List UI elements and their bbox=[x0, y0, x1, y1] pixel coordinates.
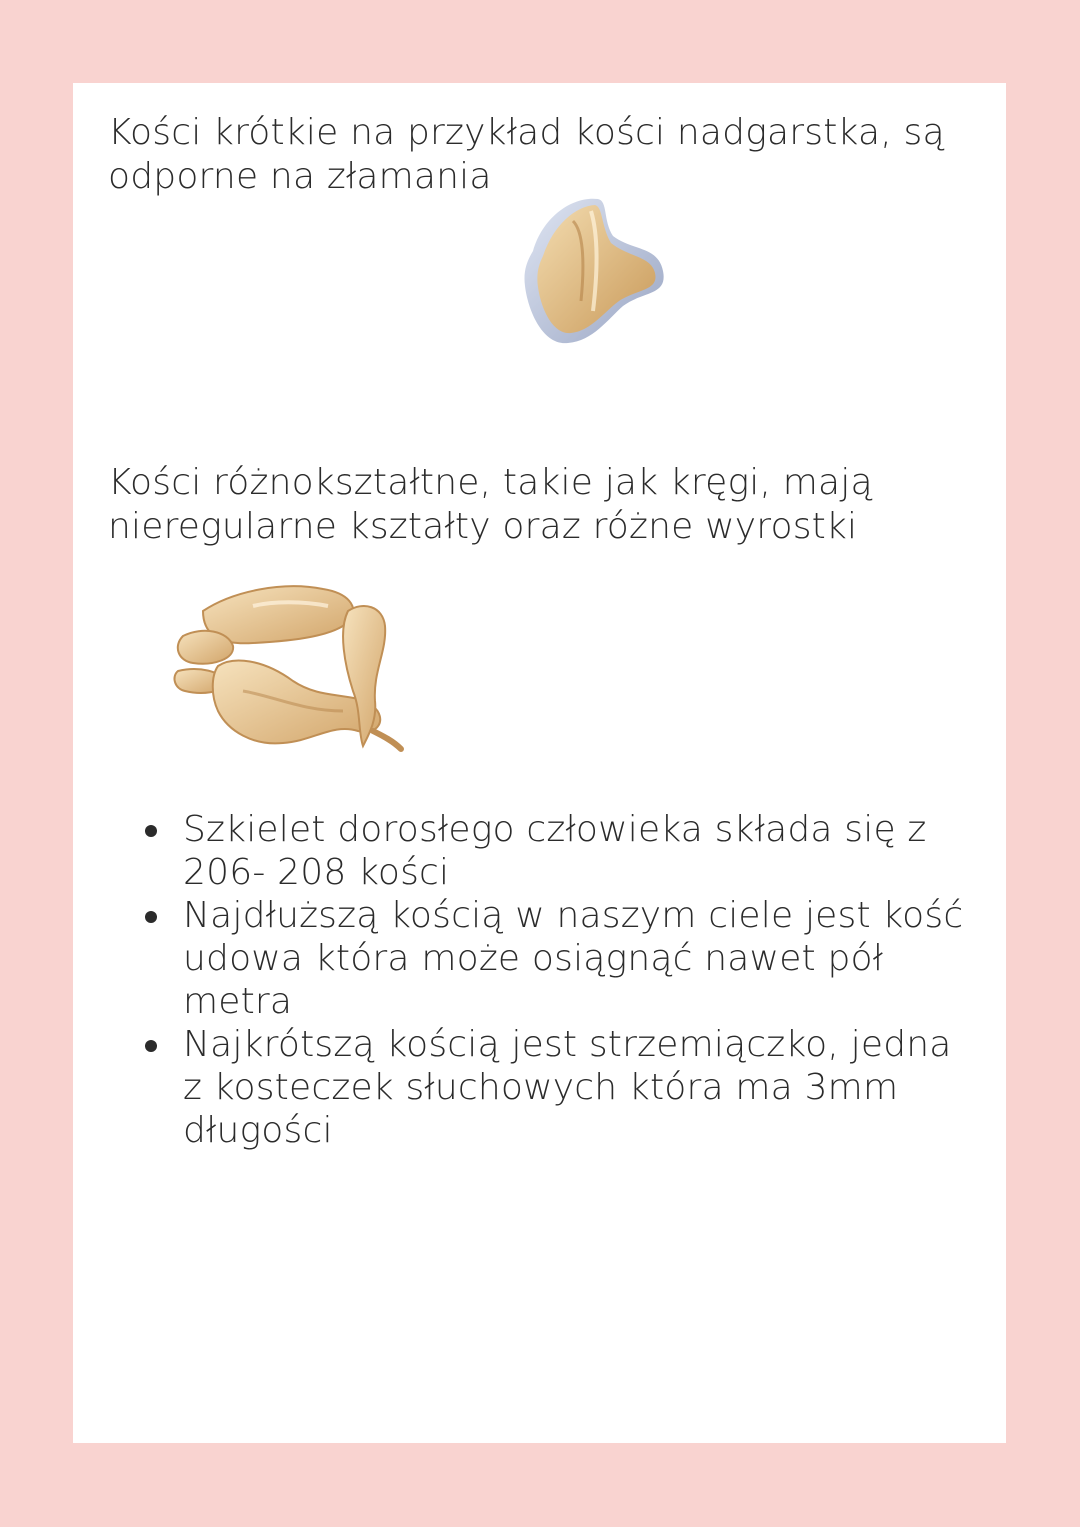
paragraph-short-bones: Kości krótkie na przykład kości nadgarstka, są odporne na złamania bbox=[108, 112, 945, 197]
bullet-icon bbox=[145, 1040, 157, 1052]
content-card bbox=[73, 83, 1006, 1443]
carpal-bone-illustration bbox=[513, 191, 673, 361]
fact-text: Najdłuższą kością w naszym ciele jest kość udowa która może osiągnąć nawet pół metra bbox=[183, 895, 964, 1022]
bullet-icon bbox=[145, 911, 157, 923]
bullet-icon bbox=[145, 825, 157, 837]
facts-list bbox=[183, 808, 973, 1152]
vertebra-illustration bbox=[173, 571, 418, 766]
fact-text: Szkielet dorosłego człowieka składa się z 206- 208 kości bbox=[183, 809, 927, 893]
list-item bbox=[183, 808, 973, 894]
paragraph-irregular-bones: Kości różnokształtne, takie jak kręgi, mają nieregularne kształty oraz różne wyrostki bbox=[108, 462, 873, 547]
list-item bbox=[183, 894, 973, 1023]
list-item bbox=[183, 1023, 973, 1152]
fact-text: Najkrótszą kością jest strzemiączko, jedna z kosteczek słuchowych która ma 3mm długości bbox=[183, 1024, 952, 1151]
